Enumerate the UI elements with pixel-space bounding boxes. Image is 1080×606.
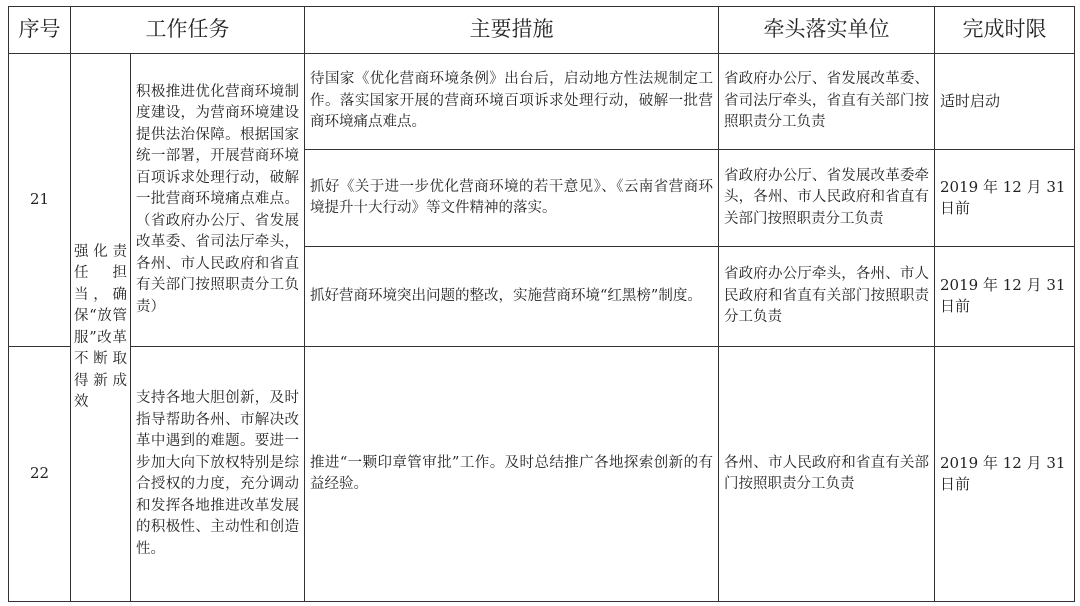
header-task: 工作任务: [71, 7, 305, 54]
table-row: [9, 54, 1075, 150]
unit-cell: 省政府办公厅、省发展改革委、省司法厅牵头，省直有关部门按照职责分工负责: [719, 54, 935, 150]
task-description: 支持各地大胆创新，及时指导帮助各州、市解决改革中遇到的难题。要进一步加大向下放权特别是综合授权的力度，充分调动和发挥各地推进改革发展的积极性、主动性和创造性。: [131, 347, 305, 602]
task-table-sheet: [8, 6, 1074, 602]
header-unit: 牵头落实单位: [719, 7, 935, 54]
deadline-cell: 2019 年 12 月 31 日前: [935, 347, 1075, 602]
header-measure: 主要措施: [305, 7, 719, 54]
task-description: 积极推进优化营商环境制度建设，为营商环境建设提供法治保障。根据国家统一部署，开展营商环境百项诉求处理行动，破解一批营商环境痛点难点。（省政府办公厅、省发展改革委、省司法厅牵头，各州、市人民政府和省直有关部门按照职责分工负责）: [131, 54, 305, 347]
task-number: 22: [9, 347, 71, 602]
deadline-cell: 2019 年 12 月 31 日前: [935, 150, 1075, 246]
measure-cell: 抓好营商环境突出问题的整改，实施营商环境“红黑榜”制度。: [305, 246, 719, 346]
unit-cell: 各州、市人民政府和省直有关部门按照职责分工负责: [719, 347, 935, 602]
measure-cell: 待国家《优化营商环境条例》出台后，启动地方性法规制定工作。落实国家开展的营商环境百项诉求处理行动，破解一批营商环境痛点难点。: [305, 54, 719, 150]
header-deadline: 完成时限: [935, 7, 1075, 54]
unit-cell: 省政府办公厅、省发展改革委牵头，各州、市人民政府和省直有关部门按照职责分工负责: [719, 150, 935, 246]
table-row: [9, 347, 1075, 602]
deadline-cell: 适时启动: [935, 54, 1075, 150]
header-seq: 序号: [9, 7, 71, 54]
task-table: [8, 6, 1075, 602]
measure-cell: 推进“一颗印章管审批”工作。及时总结推广各地探索创新的有益经验。: [305, 347, 719, 602]
deadline-cell: 2019 年 12 月 31 日前: [935, 246, 1075, 346]
header-row: [9, 7, 1075, 54]
measure-cell: 抓好《关于进一步优化营商环境的若干意见》、《云南省营商环境提升十大行动》等文件精神的落实。: [305, 150, 719, 246]
task-number: 21: [9, 54, 71, 347]
unit-cell: 省政府办公厅牵头，各州、市人民政府和省直有关部门按照职责分工负责: [719, 246, 935, 346]
task-category: 强化责任担当，确保“放管服”改革不断取得新成效: [71, 54, 131, 602]
